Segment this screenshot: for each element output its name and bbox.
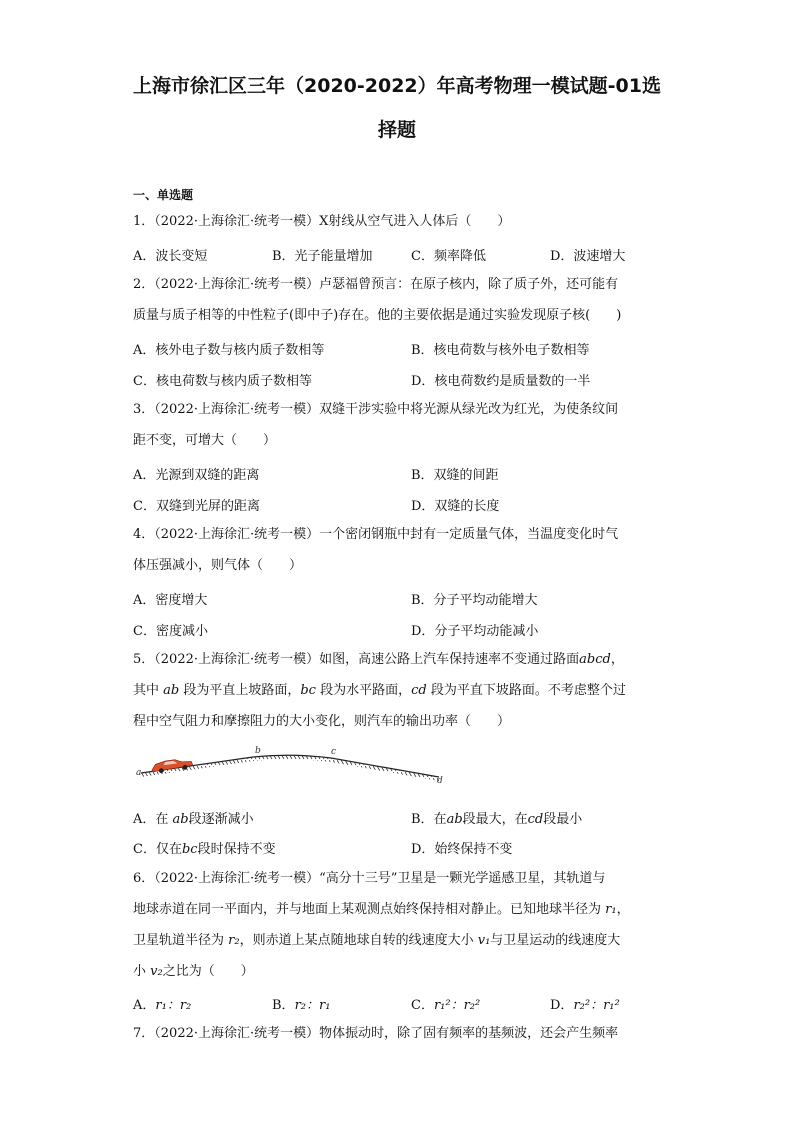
q6-c-expr: r₁²：r₂²	[433, 998, 481, 1013]
q4-option-b: B．分子平均动能增大	[411, 593, 538, 608]
q5-option-a	[133, 808, 254, 827]
q5-stem-punct: ，	[610, 652, 624, 667]
q5-stem-line1	[133, 651, 624, 669]
q6-text: ，则赤道上某点随地球自转的线速度大小	[239, 933, 478, 948]
q2-option-b: B．核电荷数与核外电子数相等	[411, 343, 590, 358]
point-label-d: d	[437, 776, 443, 786]
q3-option-b: B．双缝的间距	[411, 468, 499, 483]
q6-var-v1: v₁	[477, 933, 491, 948]
section-heading: 一、单选题	[133, 188, 194, 202]
q5-c-text: 段时保持不变	[197, 842, 276, 857]
q3-stem-line1: 3．（2022·上海徐汇·统考一模）双缝干涉实验中将光源从绿光改为红光，为使条纹间	[133, 402, 619, 417]
q6-stem-line3	[133, 932, 620, 950]
q6-stem-line2	[133, 901, 630, 919]
q5-text: 段为平直下坡路面。不考虑整个过	[426, 683, 626, 698]
q1-stem: 1．（2022·上海徐汇·统考一模）X射线从空气进入人体后（ ）	[133, 214, 511, 229]
q3-option-a: A．光源到双缝的距离	[133, 468, 260, 483]
q6-text: 卫星轨道半径为	[133, 933, 229, 948]
q5-var-abcd: abcd	[579, 652, 611, 667]
q6-var-v2: v₂	[150, 964, 163, 979]
q5-b-text: 段最大，在	[462, 812, 528, 827]
q1-option-c: C．频率降低	[411, 249, 486, 264]
q6-text: ，	[616, 902, 630, 917]
q6-a-expr: r₁：r₂	[155, 998, 192, 1013]
q6-d-expr: r₂²：r₁²	[573, 998, 620, 1013]
q6-text: 地球赤道在同一平面内，并与地面上某观测点始终保持相对静止。已知地球半径为	[133, 902, 606, 917]
q6-stem-line1: 6．（2022·上海徐汇·统考一模）“高分十三号”卫星是一颗光学遥感卫星，其轨道与	[133, 871, 606, 886]
point-label-b: b	[255, 746, 261, 756]
q5-b-text: 段最小	[543, 812, 583, 827]
q7-stem-line1: 7．（2022·上海徐汇·统考一模）物体振动时，除了固有频率的基频波，还会产生频率	[133, 1026, 619, 1041]
q3-option-d: D．双缝的长度	[411, 499, 500, 514]
q2-option-a: A．核外电子数与核内质子数相等	[133, 343, 325, 358]
road-figure	[133, 742, 453, 790]
q6-d-label: D．	[550, 998, 574, 1013]
q5-stem-line2	[133, 682, 626, 700]
q4-option-c: C．密度减小	[133, 624, 208, 639]
q4-stem-line1: 4．（2022·上海徐汇·统考一模）一个密闭钢瓶中封有一定质量气体，当温度变化时气	[133, 527, 619, 542]
q6-option-a	[133, 994, 191, 1013]
q1-option-d: D．波速增大	[550, 249, 626, 264]
q5-option-c	[133, 838, 276, 857]
q6-text: 与卫星运动的线速度大	[490, 933, 621, 948]
q6-stem-line4	[133, 963, 254, 981]
q6-a-label: A．	[133, 998, 156, 1013]
q3-stem-line2: 距不变，可增大（ ）	[133, 433, 277, 448]
q2-option-d: D．核电荷数约是质量数的一半	[411, 374, 591, 389]
q3-option-c: C．双缝到光屏的距离	[133, 499, 260, 514]
q5-text: 段为水平路面，	[315, 683, 412, 698]
document-title	[120, 64, 674, 152]
q5-var-cd: cd	[411, 683, 427, 698]
point-label-c: c	[331, 747, 337, 757]
q5-text: 段为平直上坡路面，	[179, 683, 301, 698]
q4-option-a: A．密度增大	[133, 593, 208, 608]
q5-a-var: ab	[172, 812, 189, 827]
q5-text: 其中	[133, 683, 164, 698]
q6-option-c	[411, 994, 480, 1013]
q5-b-text: B．在	[411, 812, 447, 827]
q5-c-var: bc	[181, 842, 198, 857]
title-line-1: 上海市徐汇区三年（2020-2022）年高考物理一模试题-01选	[133, 75, 661, 97]
q4-option-d: D．分子平均动能减小	[411, 624, 539, 639]
q6-b-label: B．	[272, 998, 295, 1013]
q5-var-ab: ab	[163, 683, 180, 698]
q6-b-expr: r₂：r₁	[294, 998, 331, 1013]
q5-a-text: A．在	[133, 812, 173, 827]
q5-b-var: cd	[527, 812, 544, 827]
q4-stem-line2: 体压强减小，则气体（ ）	[133, 558, 303, 573]
q1-option-a: A．波长变短	[133, 249, 208, 264]
q1-option-b: B．光子能量增加	[272, 249, 373, 264]
q5-stem-line3: 程中空气阻力和摩擦阻力的大小变化，则汽车的输出功率（ ）	[133, 714, 511, 729]
q6-c-label: C．	[411, 998, 434, 1013]
q2-stem-line2: 质量与质子相等的中性粒子(即中子)存在。他的主要依据是通过实验发现原子核( )	[133, 308, 622, 323]
title-line-2: 择题	[377, 119, 416, 141]
q6-text: 小	[133, 964, 151, 979]
q6-text: 之比为（ ）	[162, 964, 254, 979]
point-label-a: a	[136, 768, 142, 778]
q5-a-text: 段逐渐减小	[188, 812, 254, 827]
q5-stem-text: 5．（2022·上海徐汇·统考一模）如图，高速公路上汽车保持速率不变通过路面	[133, 652, 580, 667]
q6-var-r1: r₁	[605, 902, 617, 917]
q5-option-b	[411, 808, 582, 827]
q6-option-d	[550, 994, 620, 1013]
q5-var-bc: bc	[300, 683, 316, 698]
q5-b-var: ab	[446, 812, 463, 827]
q2-stem-line1: 2．（2022·上海徐汇·统考一模）卢瑟福曾预言：在原子核内，除了质子外，还可能有	[133, 277, 619, 292]
q6-option-b	[272, 994, 330, 1013]
q5-option-d: D．始终保持不变	[411, 842, 513, 857]
q2-option-c: C．核电荷数与核内质子数相等	[133, 374, 312, 389]
q5-c-text: C．仅在	[133, 842, 182, 857]
q6-var-r2: r₂	[228, 933, 240, 948]
